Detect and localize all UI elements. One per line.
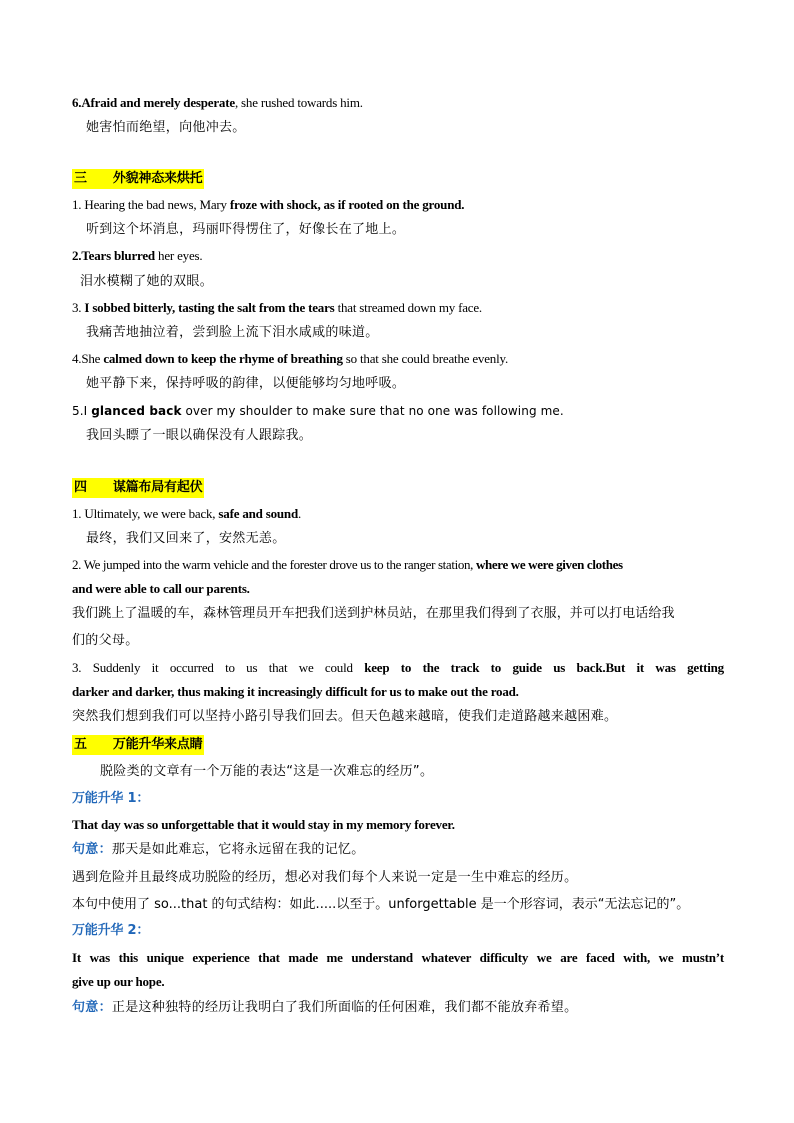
sentence-text: 1. Ultimately, we were back, bbox=[72, 506, 219, 521]
s3-sentence-1 bbox=[72, 196, 724, 214]
sentence-text: 5.I bbox=[72, 404, 92, 418]
sentence-bold: 6.Afraid and merely desperate bbox=[72, 95, 235, 110]
sentence-text: that streamed down my face. bbox=[334, 300, 482, 315]
s3-sentence-2 bbox=[72, 247, 724, 265]
sentence-text: 4.She bbox=[72, 351, 104, 366]
s4-translation-1: 最终，我们又回来了，安然无恙。 bbox=[86, 531, 286, 546]
sentence-bold: keep to the track to guide us back.But it was getting bbox=[364, 660, 724, 675]
section-number: 五 bbox=[74, 737, 87, 752]
section-number: 三 bbox=[74, 171, 87, 186]
meaning-label: 句意： bbox=[72, 1000, 112, 1015]
sentence-bold: where we were given clothes bbox=[475, 557, 623, 572]
s4-sentence-3-line-1 bbox=[72, 659, 724, 677]
s4-translation-2-line-2: 们的父母。 bbox=[72, 633, 139, 648]
s4-sentence-3-line-2 bbox=[72, 683, 724, 701]
s4-translation-2-line-1: 我们跳上了温暖的车，森林管理员开车把我们送到护林员站，在那里我们得到了衣服，并可以打电话给我 bbox=[72, 606, 675, 621]
sentence-bold: darker and darker, thus making it increasingly difficult for us to make out the road bbox=[72, 684, 516, 699]
s5-sentence-2-line-1: It was this unique experience that made me understand whatever difficulty we are faced with, we mustn’t bbox=[72, 950, 724, 965]
section-title: 万能升华来点睛 bbox=[112, 737, 203, 752]
s3-translation-5: 我回头瞟了一眼以确保没有人跟踪我。 bbox=[86, 428, 313, 443]
sentence-text: , she rushed towards him. bbox=[234, 95, 363, 110]
s3-translation-2: 泪水模糊了她的双眼。 bbox=[80, 274, 214, 289]
sentence-6 bbox=[72, 94, 724, 112]
sentence-text: 2. We jumped into the warm vehicle and the forester drove us to the ranger station, bbox=[72, 557, 476, 572]
sentence-text: 1. Hearing the bad news, Mary bbox=[72, 197, 230, 212]
s3-translation-1: 听到这个坏消息，玛丽吓得愣住了，好像长在了地上。 bbox=[86, 222, 406, 237]
s5-sentence-2-line-2: give up our hope. bbox=[72, 974, 165, 989]
sentence-bold: glanced back bbox=[91, 404, 182, 418]
s3-sentence-3 bbox=[72, 299, 724, 317]
section-number: 四 bbox=[74, 480, 87, 495]
sentence-text: 3. bbox=[72, 300, 85, 315]
s5-label-2: 万能升华 2： bbox=[72, 923, 150, 938]
meaning-label: 句意： bbox=[72, 842, 112, 857]
sentence-text: over my shoulder to make sure that no one was following me. bbox=[181, 404, 564, 418]
section-5-heading bbox=[72, 735, 724, 755]
s4-sentence-1 bbox=[72, 505, 724, 523]
sentence-bold: 2.Tears blurred bbox=[72, 248, 155, 263]
meaning-text: 正是这种独特的经历让我明白了我们所面临的任何困难，我们都不能放弃希望。 bbox=[111, 1000, 578, 1015]
s5-sentence-1: That day was so unforgettable that it would stay in my memory forever. bbox=[72, 817, 455, 832]
s3-translation-4: 她平静下来，保持呼吸的韵律，以便能够均匀地呼吸。 bbox=[86, 376, 406, 391]
meaning-text: 那天是如此难忘，它将永远留在我的记忆。 bbox=[111, 842, 365, 857]
sentence-bold: calmed down to keep the rhyme of breathing bbox=[103, 351, 343, 366]
sentence-text: . bbox=[298, 506, 302, 521]
sentence-text: her eyes. bbox=[154, 248, 203, 263]
s5-intro: 脱险类的文章有一个万能的表达“这是一次难忘的经历”。 bbox=[100, 764, 434, 779]
sentence-text: 3. Suddenly it occurred to us that we could bbox=[72, 660, 365, 675]
sentence-text: so that she could breathe evenly. bbox=[342, 351, 509, 366]
sentence-bold: froze with shock, as if rooted on the ground. bbox=[229, 197, 465, 212]
translation-6: 她害怕而绝望，向他冲去。 bbox=[86, 120, 246, 135]
s5-meaning-2 bbox=[72, 999, 724, 1017]
s5-note-1: 遇到危险并且最终成功脱险的经历，想必对我们每个人来说一定是一生中难忘的经历。 bbox=[72, 870, 578, 885]
sentence-bold: I sobbed bitterly, tasting the salt from the tears bbox=[84, 300, 335, 315]
sentence-end: . bbox=[515, 684, 519, 699]
s4-sentence-2-line-1 bbox=[72, 556, 724, 574]
s3-translation-3: 我痛苦地抽泣着，尝到脸上流下泪水咸咸的味道。 bbox=[86, 325, 379, 340]
s4-sentence-2-line-2: and were able to call our parents. bbox=[72, 581, 250, 596]
section-3-heading bbox=[72, 169, 724, 189]
s3-sentence-4 bbox=[72, 350, 724, 368]
sentence-bold: safe and sound bbox=[218, 506, 298, 521]
s5-meaning-1 bbox=[72, 841, 724, 859]
s5-label-1: 万能升华 1： bbox=[72, 791, 150, 806]
s3-sentence-5 bbox=[72, 402, 724, 420]
section-title: 谋篇布局有起伏 bbox=[112, 480, 203, 495]
section-title: 外貌神态来烘托 bbox=[112, 171, 203, 186]
s4-translation-3: 突然我们想到我们可以坚持小路引导我们回去。但天色越来越暗，使我们走道路越来越困难。 bbox=[72, 709, 618, 724]
s5-note-2: 本句中使用了 so...that 的句式结构：如此.....以至于。unforgettable 是一个形容词，表示“无法忘记的”。 bbox=[72, 897, 690, 912]
section-4-heading bbox=[72, 478, 724, 498]
